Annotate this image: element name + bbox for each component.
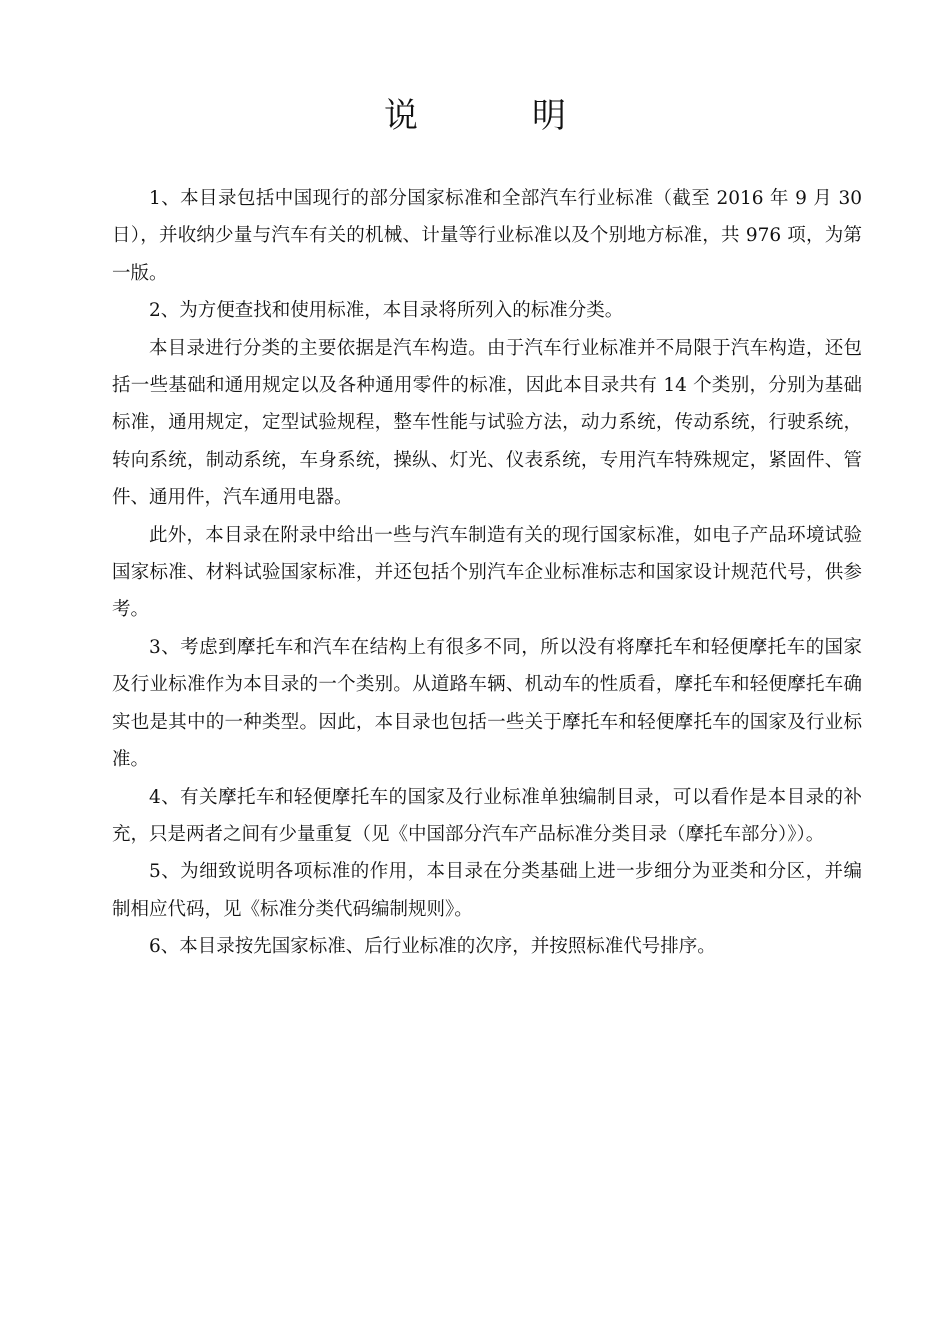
paragraph-6: 4、有关摩托车和轻便摩托车的国家及行业标准单独编制目录，可以看作是本目录的补充，只是两者之间有少量重复（见《中国部分汽车产品标准分类目录（摩托车部分）》）。 bbox=[112, 786, 862, 845]
paragraph-4: 此外，本目录在附录中给出一些与汽车制造有关的现行国家标准，如电子产品环境试验国家标准、材料试验国家标准，并还包括个别汽车企业标准标志和国家设计规范代号，供参考。 bbox=[112, 524, 862, 621]
paragraph-7: 5、为细致说明各项标准的作用，本目录在分类基础上进一步细分为亚类和分区，并编制相应代码，见《标准分类代码编制规则》。 bbox=[112, 861, 862, 920]
page-title: 说 明 bbox=[384, 96, 606, 136]
document-body bbox=[112, 180, 862, 966]
paragraph-3: 本目录进行分类的主要依据是汽车构造。由于汽车行业标准并不局限于汽车构造，还包括一些基础和通用规定以及各种通用零件的标准，因此本目录共有 14 个类别，分别为基础标准，通用规定，定型试验规程，整车性能与试验方法，动力系统，传动系统，行驶系统，转向系统，制动系统，车身系统，操纵、灯光、仪表系统，专用汽车特殊规定，紧固件、管件、通用件，汽车通用电器。 bbox=[112, 337, 862, 509]
paragraph-5: 3、考虑到摩托车和汽车在结构上有很多不同，所以没有将摩托车和轻便摩托车的国家及行业标准作为本目录的一个类别。从道路车辆、机动车的性质看，摩托车和轻便摩托车确实也是其中的一种类型。因此，本目录也包括一些关于摩托车和轻便摩托车的国家及行业标准。 bbox=[112, 636, 862, 771]
paragraph-1: 1、本目录包括中国现行的部分国家标准和全部汽车行业标准（截至 2016 年 9 月 30 日），并收纳少量与汽车有关的机械、计量等行业标准以及个别地方标准，共 976 项，为第一版。 bbox=[112, 188, 862, 284]
paragraph-8: 6、本目录按先国家标准、后行业标准的次序，并按照标准代号排序。 bbox=[149, 936, 716, 958]
paragraph-2: 2、为方便查找和使用标准，本目录将所列入的标准分类。 bbox=[149, 300, 624, 322]
